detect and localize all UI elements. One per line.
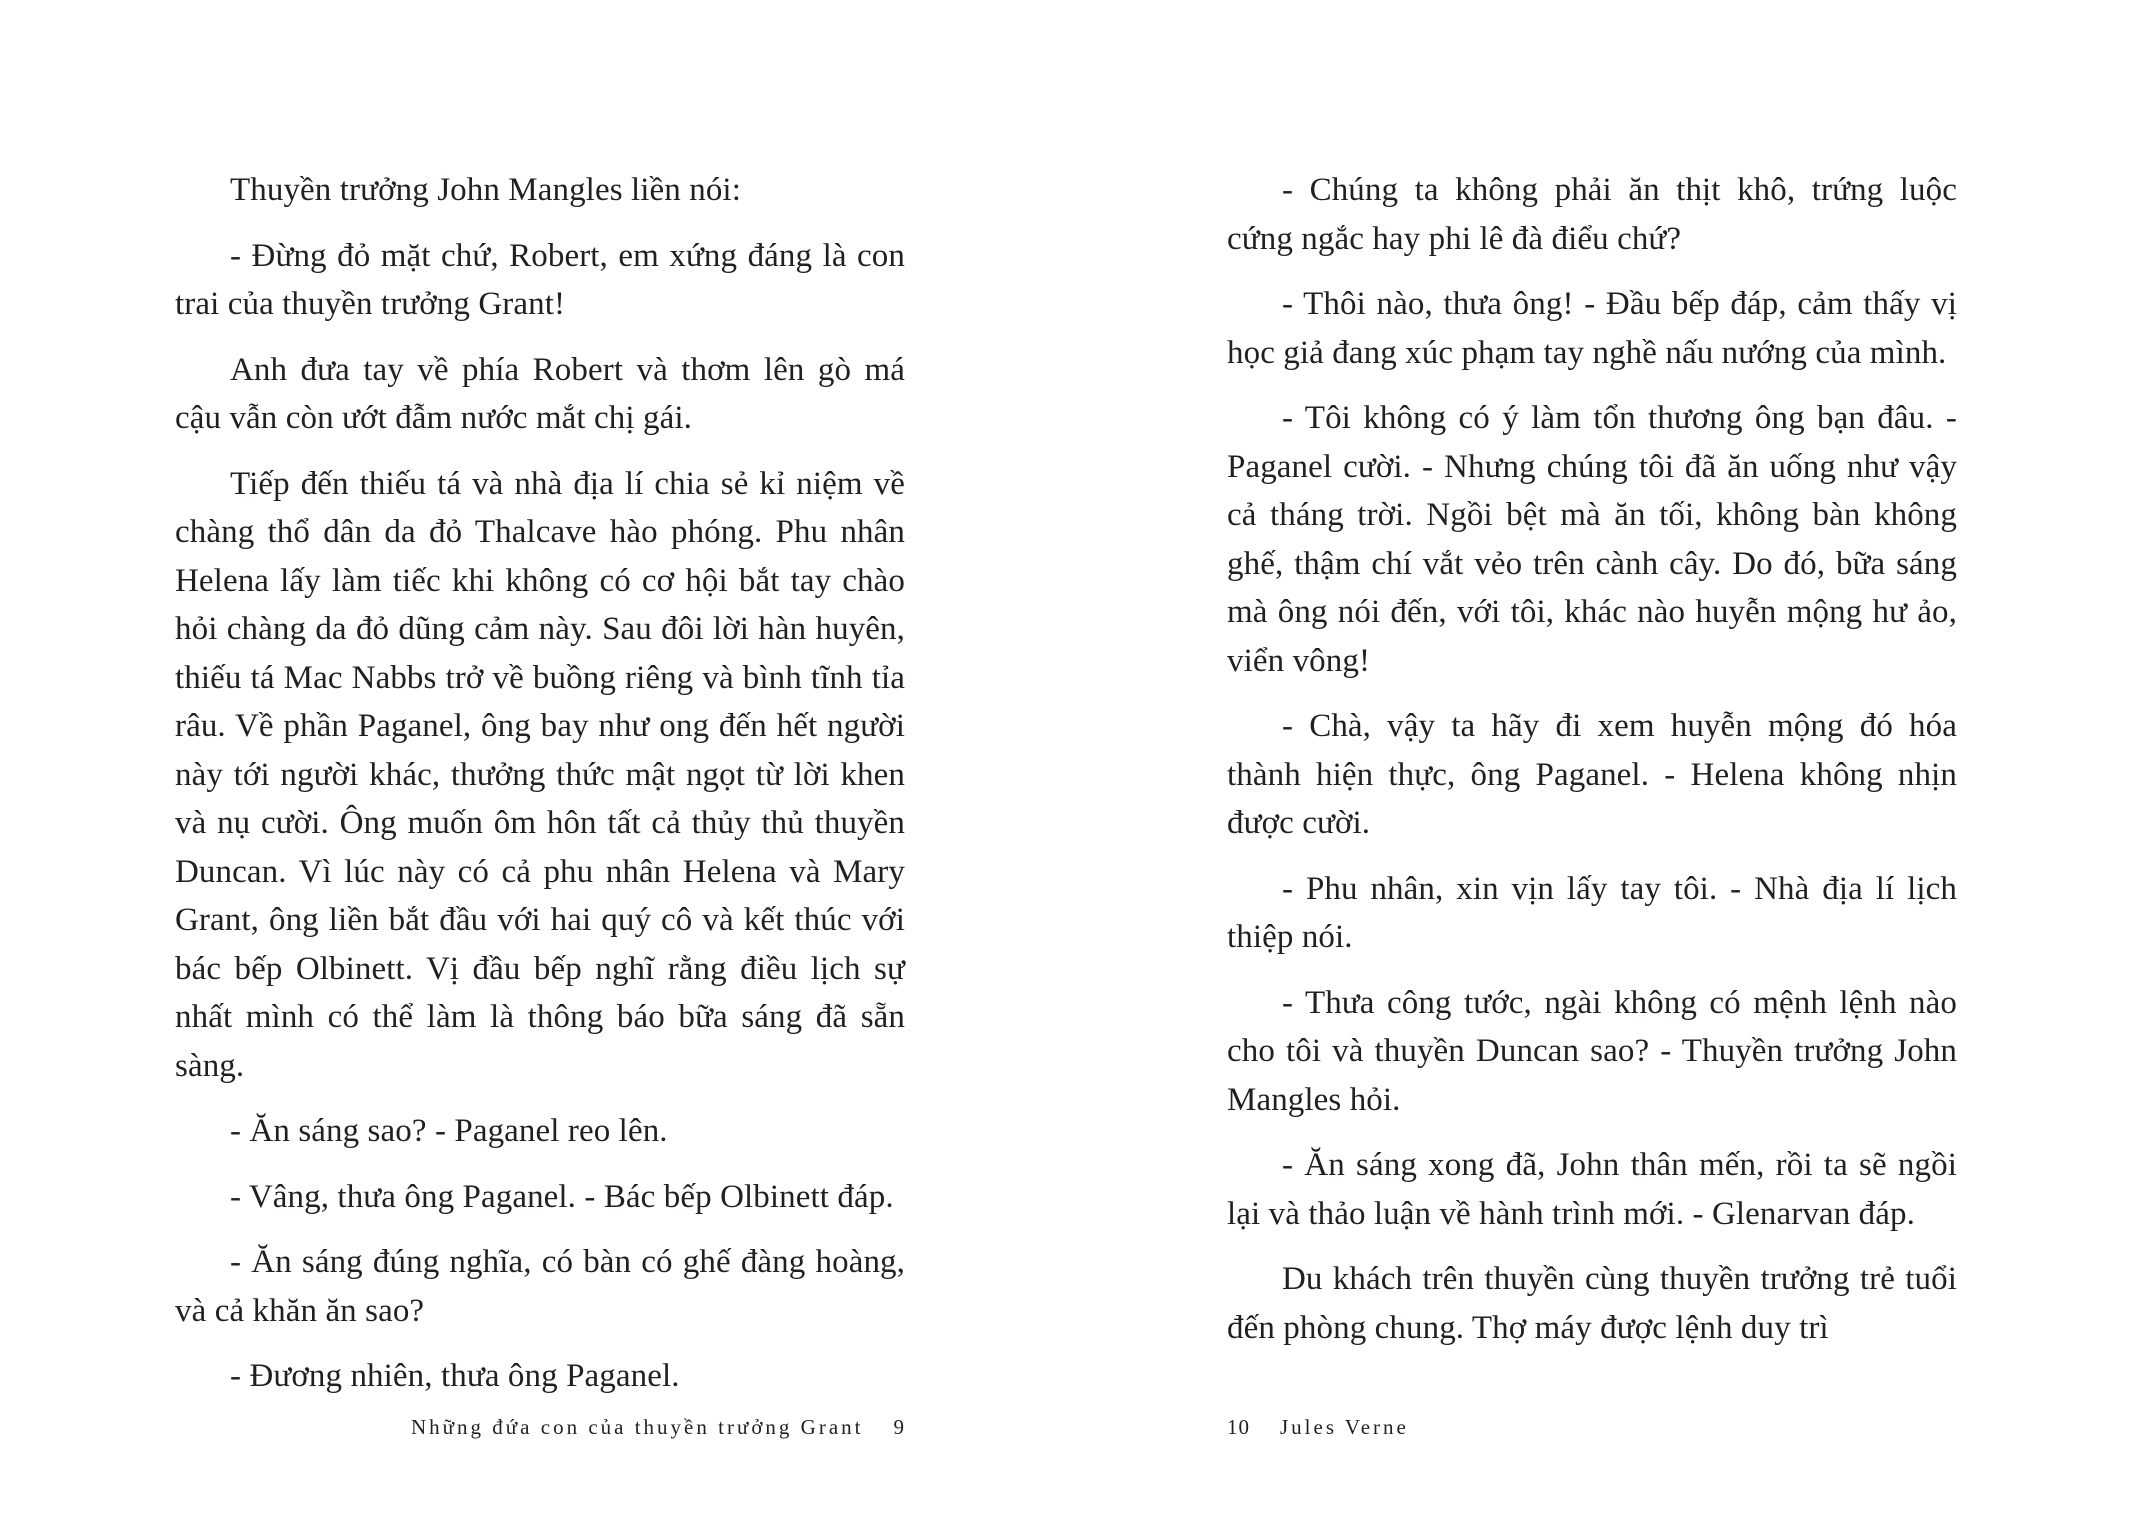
paragraph: - Thưa công tước, ngài không có mệnh lệnh nào cho tôi và thuyền Duncan sao? - Thuyền trưởng John Mangles hỏi.: [1227, 984, 1957, 1118]
paragraph: - Ăn sáng đúng nghĩa, có bàn có ghế đàng hoàng, và cả khăn ăn sao?: [175, 1244, 905, 1329]
right-page: [1070, 0, 2139, 1528]
paragraph: - Chúng ta không phải ăn thịt khô, trứng luộc cứng ngắc hay phi lê đà điểu chứ?: [1227, 172, 1957, 257]
paragraph: Thuyền trưởng John Mangles liền nói:: [230, 172, 741, 208]
paragraph: - Đừng đỏ mặt chứ, Robert, em xứng đáng là con trai của thuyền trưởng Grant!: [175, 237, 905, 322]
right-page-body: [1227, 166, 1957, 1369]
paragraph: - Ăn sáng sao? - Paganel reo lên.: [230, 1113, 668, 1149]
paragraph: - Chà, vậy ta hãy đi xem huyễn mộng đó hóa thành hiện thực, ông Paganel. - Helena không nhịn được cười.: [1227, 708, 1957, 841]
paragraph: - Ăn sáng xong đã, John thân mến, rồi ta sẽ ngồi lại và thảo luận về hành trình mới. - Glenarvan đáp.: [1227, 1147, 1957, 1232]
left-page-body: [175, 166, 905, 1418]
paragraph: - Tôi không có ý làm tổn thương ông bạn đâu. - Paganel cười. - Nhưng chúng tôi đã ăn uống như vậy cả tháng trời. Ngồi bệt mà ăn tối, không bàn không ghế, thậm chí vắt vẻo trên cành cây. Do đó, bữa sáng mà ông nói đến, với tôi, khác nào huyễn mộng hư ảo, viển vông!: [1227, 400, 1957, 679]
page-number: 9: [893, 1415, 905, 1439]
running-author: Jules Verne: [1280, 1415, 1409, 1439]
page-number: 10: [1227, 1415, 1250, 1439]
running-title: Những đứa con của thuyền trưởng Grant: [411, 1415, 864, 1439]
paragraph: Tiếp đến thiếu tá và nhà địa lí chia sẻ kỉ niệm về chàng thổ dân da đỏ Thalcave hào phóng. Phu nhân Helena lấy làm tiếc khi không có cơ hội bắt tay chào hỏi chàng da đỏ dũng cảm này. Sau đôi lời hàn huyên, thiếu tá Mac Nabbs trở về buồng riêng và bình tĩnh tỉa râu. Về phần Paganel, ông bay như ong đến hết người này tới người khác, thưởng thức mật ngọt từ lời khen và nụ cười. Ông muốn ôm hôn tất cả thủy thủ thuyền Duncan. Vì lúc này có cả phu nhân Helena và Mary Grant, ông liền bắt đầu với hai quý cô và kết thúc với bác bếp Olbinett. Vị đầu bếp nghĩ rằng điều lịch sự nhất mình có thể làm là thông báo bữa sáng đã sẵn sàng.: [175, 465, 905, 1084]
paragraph: - Phu nhân, xin vịn lấy tay tôi. - Nhà địa lí lịch thiệp nói.: [1227, 870, 1957, 955]
paragraph: Anh đưa tay về phía Robert và thơm lên gò má cậu vẫn còn ướt đẫm nước mắt chị gái.: [175, 351, 905, 436]
paragraph: - Đương nhiên, thưa ông Paganel.: [230, 1358, 680, 1394]
paragraph: Du khách trên thuyền cùng thuyền trưởng trẻ tuổi đến phòng chung. Thợ máy được lệnh duy trì: [1227, 1261, 1957, 1346]
paragraph: - Vâng, thưa ông Paganel. - Bác bếp Olbinett đáp.: [230, 1178, 894, 1215]
paragraph: - Thôi nào, thưa ông! - Đầu bếp đáp, cảm thấy vị học giả đang xúc phạm tay nghề nấu nướng của mình.: [1227, 286, 1957, 371]
left-page: [0, 0, 1069, 1528]
right-page-footer: [1227, 1412, 1409, 1442]
left-page-footer: [411, 1412, 905, 1442]
